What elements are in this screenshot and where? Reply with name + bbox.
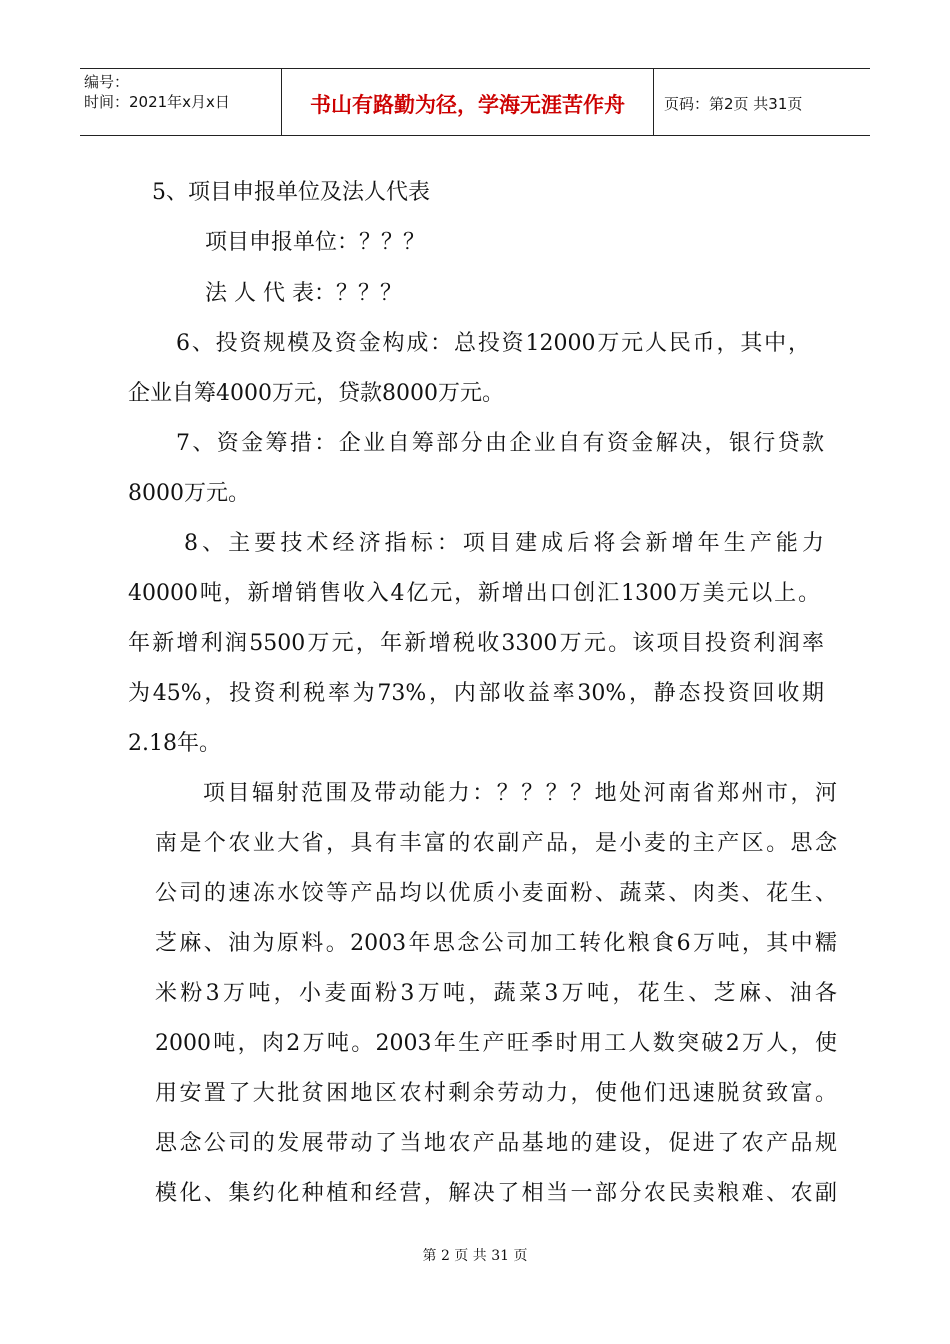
applicant-unit: 项目申报单位：？？？	[205, 230, 426, 255]
paragraph-line: 2000吨，肉2万吨。2003年生产旺季时用工人数突破2万人，使	[155, 1031, 837, 1056]
paragraph-line: 7、资金筹措：企业自筹部分由企业自有资金解决，银行贷款	[176, 431, 824, 456]
number-label: 编号：	[84, 73, 130, 91]
paragraph-line: 公司的速冻水饺等产品均以优质小麦面粉、蔬菜、肉类、花生、	[155, 881, 837, 906]
paragraph-line: 2.18年。	[128, 731, 221, 756]
paragraph-line: 项目辐射范围及带动能力：？？？？地处河南省郑州市，河	[203, 781, 837, 806]
paragraph-line: 南是个农业大省，具有丰富的农副产品，是小麦的主产区。思念	[155, 831, 837, 856]
paragraph-line: 模化、集约化种植和经营，解决了相当一部分农民卖粮难、农副	[155, 1181, 837, 1206]
page-header	[80, 68, 870, 136]
header-page-label: 页码：第2页 共31页	[664, 94, 803, 113]
paragraph-line: 8、主要技术经济指标：项目建成后将会新增年生产能力	[184, 531, 824, 556]
legal-representative: 法 人 代 表：？？？	[205, 281, 402, 306]
paragraph-line: 40000吨，新增销售收入4亿元，新增出口创汇1300万美元以上。	[128, 581, 820, 606]
paragraph-line: 6、投资规模及资金构成：总投资12000万元人民币，其中，	[176, 331, 810, 356]
paragraph-line: 为45%，投资利税率为73%，内部收益率30%，静态投资回收期	[128, 681, 824, 706]
paragraph-line: 思念公司的发展带动了当地农产品基地的建设，促进了农产品规	[155, 1131, 837, 1156]
time-label: 时间：2021年x月x日	[84, 93, 230, 111]
header-meta	[80, 69, 282, 135]
header-motto: 书山有路勤为径，学海无涯苦作舟	[282, 69, 654, 135]
paragraph-line: 米粉3万吨，小麦面粉3万吨，蔬菜3万吨，花生、芝麻、油各	[155, 981, 837, 1006]
paragraph-line: 企业自筹4000万元，贷款8000万元。	[128, 381, 504, 406]
section-5-heading: 5、项目申报单位及法人代表	[152, 180, 430, 205]
paragraph-line: 8000万元。	[128, 481, 250, 506]
paragraph-line: 用安置了大批贫困地区农村剩余劳动力，使他们迅速脱贫致富。	[155, 1081, 837, 1106]
paragraph-line: 年新增利润5500万元，年新增税收3300万元。该项目投资利润率	[128, 631, 824, 656]
paragraph-line: 芝麻、油为原料。2003年思念公司加工转化粮食6万吨，其中糯	[155, 931, 837, 956]
page-footer: 第 2 页 共 31 页	[422, 1248, 528, 1264]
